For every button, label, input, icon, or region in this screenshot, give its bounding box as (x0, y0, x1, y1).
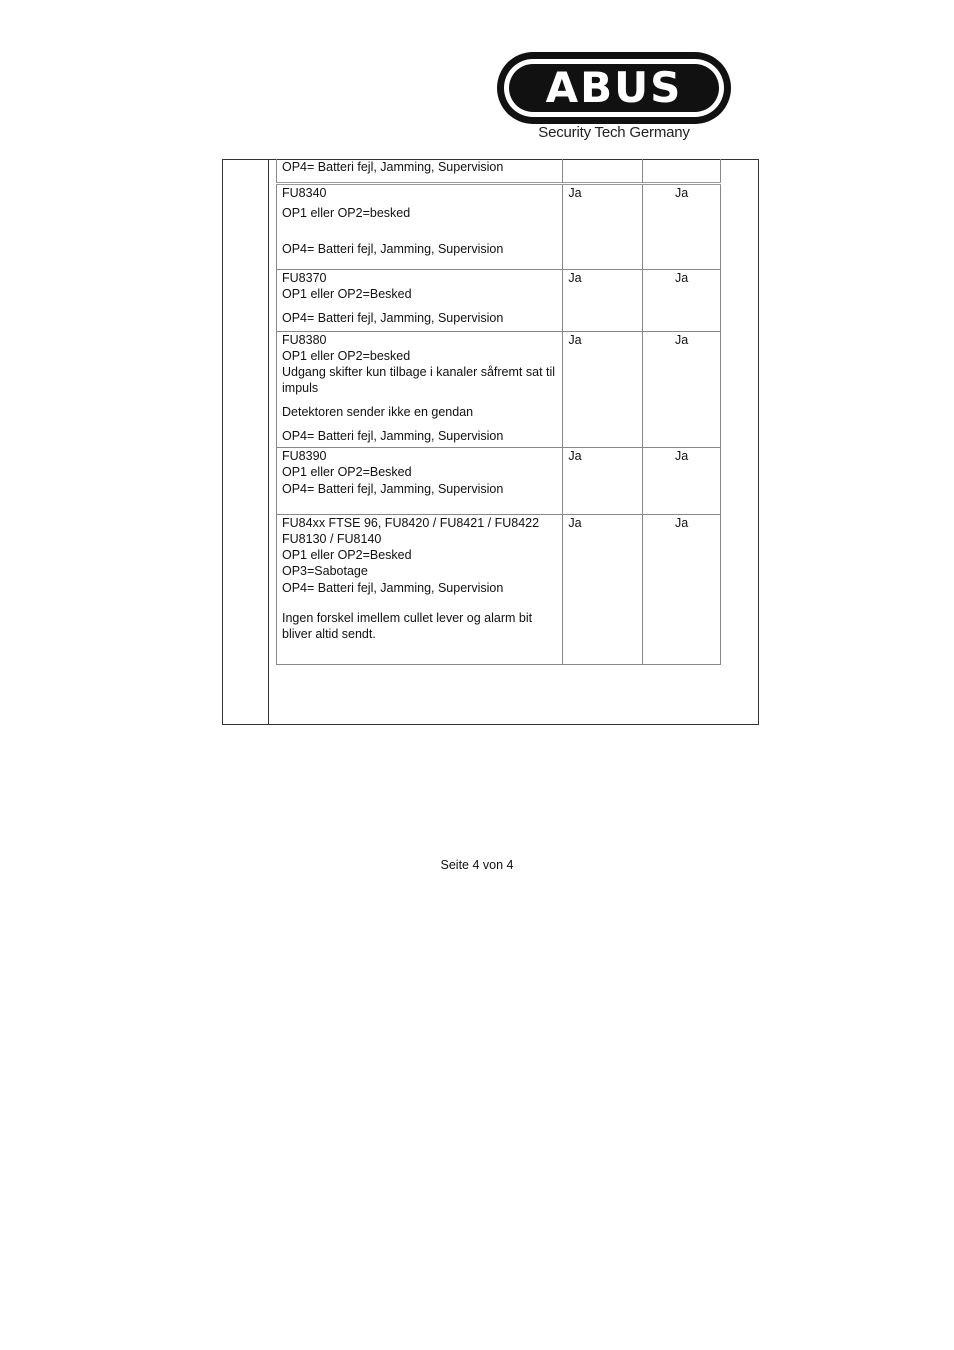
cell-text: FU84xx FTSE 96, FU8420 / FU8421 / FU8422 (282, 515, 540, 530)
cell-text: Detektoren sender ikke en gendan (282, 404, 474, 419)
cell-text: FU8130 / FU8140 (282, 531, 382, 546)
cell-text: OP3=Sabotage (282, 563, 368, 578)
table-row (277, 183, 721, 269)
cell-text: OP1 eller OP2=Besked (282, 286, 412, 301)
col2-cell: Ja (563, 447, 643, 514)
description-cell (277, 183, 563, 269)
cell-text: OP4= Batteri fejl, Jamming, Supervision (282, 580, 504, 595)
logo-text: ABUS (545, 63, 683, 112)
col3-cell: Ja (643, 269, 721, 331)
detector-table (276, 159, 721, 665)
cell-text: OP4= Batteri fejl, Jamming, Supervision (282, 160, 504, 174)
table-row (277, 514, 721, 664)
cell-text: FU8340 (282, 185, 327, 200)
table-row (277, 159, 721, 183)
col2-cell: Ja (563, 183, 643, 269)
description-cell (277, 447, 563, 514)
cell-text: OP4= Batteri fejl, Jamming, Supervision (282, 241, 504, 256)
cell-text: OP4= Batteri fejl, Jamming, Supervision (282, 428, 504, 443)
description-cell (277, 269, 563, 331)
description-cell (277, 514, 563, 664)
col3-cell (643, 159, 721, 183)
logo-tagline: Security Tech Germany (538, 124, 690, 141)
col2-cell: Ja (563, 269, 643, 331)
table-row (277, 269, 721, 331)
abus-logo (495, 50, 733, 126)
description-cell (277, 159, 563, 183)
col2-cell: Ja (563, 331, 643, 447)
cell-text: OP1 eller OP2=besked (282, 348, 411, 363)
cell-text: FU8370 (282, 270, 327, 285)
col2-cell: Ja (563, 514, 643, 664)
cell-text: OP4= Batteri fejl, Jamming, Supervision (282, 310, 504, 325)
description-cell (277, 331, 563, 447)
col3-cell: Ja (643, 447, 721, 514)
table-row (277, 447, 721, 514)
col3-cell: Ja (643, 183, 721, 269)
cell-text: OP1 eller OP2=Besked (282, 464, 412, 479)
page-number: Seite 4 von 4 (440, 858, 514, 872)
cell-text: OP4= Batteri fejl, Jamming, Supervision (282, 481, 504, 496)
col3-cell: Ja (643, 331, 721, 447)
outer-left-column-divider (268, 160, 269, 724)
cell-text: FU8380 (282, 332, 327, 347)
table-row (277, 331, 721, 447)
cell-text: FU8390 (282, 448, 327, 463)
col3-cell: Ja (643, 514, 721, 664)
cell-text: OP1 eller OP2=Besked (282, 547, 412, 562)
cell-text: Ingen forskel imellem cullet lever og alarm bit bliver altid sendt. (282, 610, 533, 641)
cell-text: Udgang skifter kun tilbage i kanaler såfremt sat til impuls (282, 364, 556, 395)
cell-text: OP1 eller OP2=besked (282, 205, 411, 220)
col2-cell (563, 159, 643, 183)
